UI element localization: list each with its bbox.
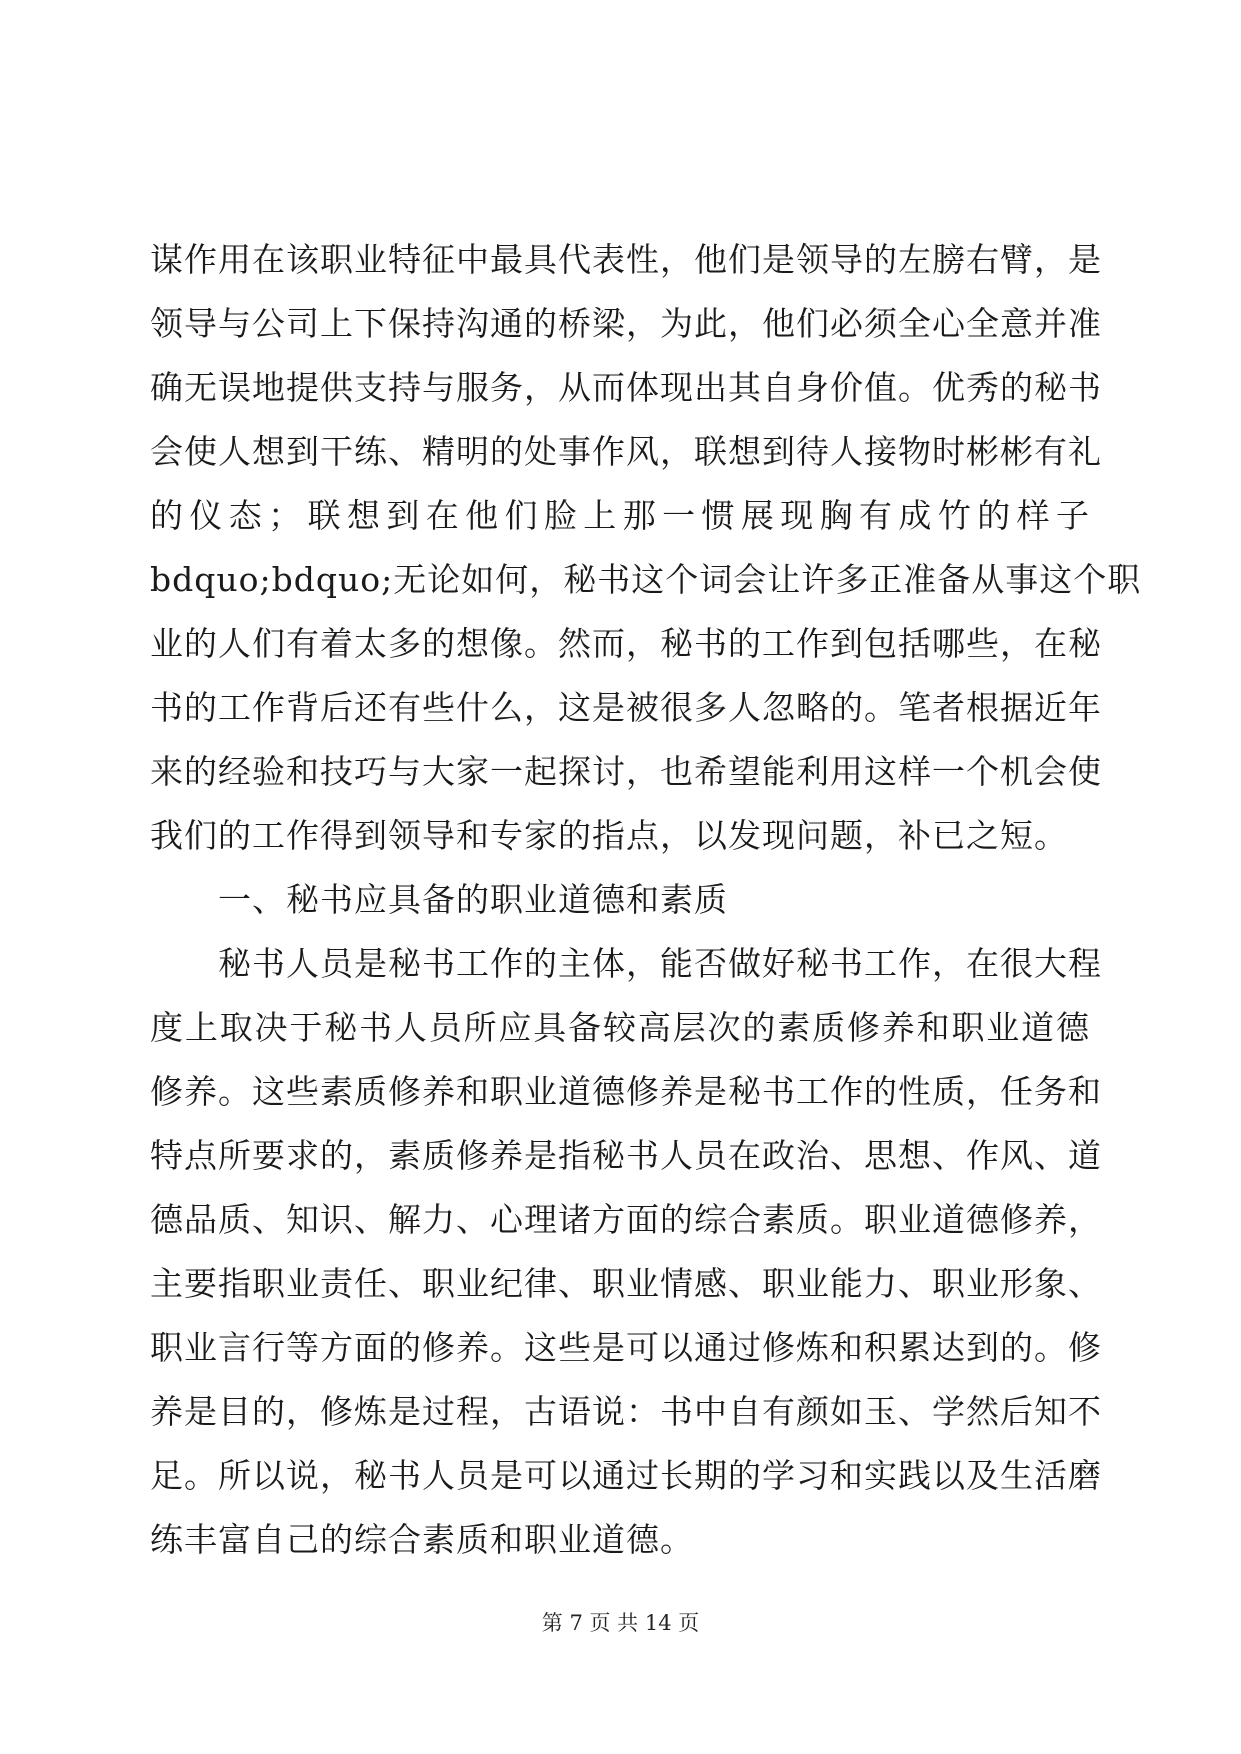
text-line: 确无误地提供支持与服务，从而体现出其自身价值。优秀的秘书: [150, 368, 1102, 407]
text-line: 业的人们有着太多的想像。然而，秘书的工作到包括哪些，在秘: [150, 624, 1102, 663]
text-line: 来的经验和技巧与大家一起探讨，也希望能利用这样一个机会使: [150, 752, 1102, 791]
document-body: [150, 228, 1142, 1572]
text-line: 会使人想到干练、精明的处事作风，联想到待人接物时彬彬有礼: [150, 432, 1102, 471]
text-line: bdquo;bdquo;无论如何，秘书这个词会让许多正准备从事这个职: [150, 560, 1142, 599]
page-number: 第 7 页 共 14 页: [541, 1611, 700, 1635]
text-line: 秘书人员是秘书工作的主体，能否做好秘书工作，在很大程: [218, 944, 1102, 983]
text-line: 书的工作背后还有些什么，这是被很多人忽略的。笔者根据近年: [150, 688, 1102, 727]
text-line: 主要指职业责任、职业纪律、职业情感、职业能力、职业形象、: [150, 1264, 1102, 1303]
text-line: 练丰富自己的综合素质和职业道德。: [150, 1520, 694, 1559]
text-line: 我们的工作得到领导和专家的指点，以发现问题，补已之短。: [150, 816, 1068, 855]
text-line: 特点所要求的，素质修养是指秘书人员在政治、思想、作风、道: [150, 1136, 1102, 1175]
paragraph: [150, 932, 1102, 1572]
text-line: 度上取决于秘书人员所应具备较高层次的素质修养和职业道德: [150, 1008, 1090, 1047]
text-line: 养是目的，修炼是过程，古语说：书中自有颜如玉、学然后知不: [150, 1392, 1102, 1431]
text-line: 领导与公司上下保持沟通的桥梁，为此，他们必须全心全意并准: [150, 304, 1102, 343]
text-line: 德品质、知识、解力、心理诸方面的综合素质。职业道德修养，: [150, 1200, 1102, 1239]
section-heading: 一、秘书应具备的职业道德和素质: [218, 880, 728, 919]
text-line: 的仪态；联想到在他们脸上那一惯展现胸有成竹的样子: [150, 496, 1090, 535]
text-line: 谋作用在该职业特征中最具代表性，他们是领导的左膀右臂，是: [150, 240, 1102, 279]
text-line: 修养。这些素质修养和职业道德修养是秘书工作的性质，任务和: [150, 1072, 1102, 1111]
page-footer: [0, 1609, 1241, 1637]
text-line: 职业言行等方面的修养。这些是可以通过修炼和积累达到的。修: [150, 1328, 1102, 1367]
text-line: 足。所以说，秘书人员是可以通过长期的学习和实践以及生活磨: [150, 1456, 1102, 1495]
paragraph-continuation: [150, 228, 1142, 868]
